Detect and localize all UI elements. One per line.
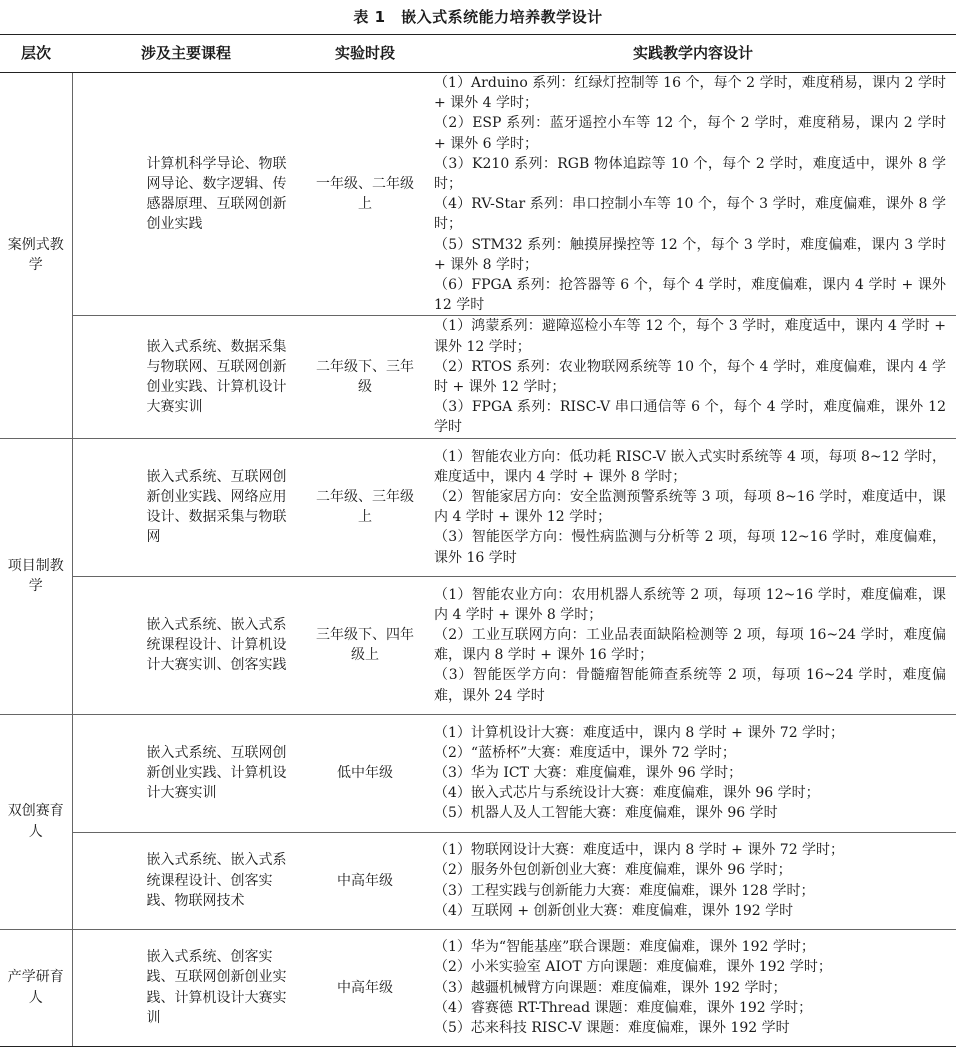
- content-item: （2）小米实验室 AIOT 方向课题：难度偏难，课外 192 学时；: [434, 959, 832, 976]
- content-item: （5）STM32 系列：触摸屏操控等 12 个，每个 3 学时，难度偏难，课内 3 学时 + 课外 8 学时；: [434, 236, 946, 273]
- period-cell: 二年级、三年级上: [300, 438, 430, 576]
- level-cell: 案例式教学: [0, 73, 72, 439]
- content-item: （5）芯来科技 RISC-V 课题：难度偏难，课外 192 学时: [434, 1019, 790, 1036]
- period-cell: 二年级下、三年级: [300, 316, 430, 438]
- content-cell: [430, 929, 956, 1046]
- level-cell: 双创赛育人: [0, 714, 72, 929]
- table-row: [0, 714, 956, 832]
- teaching-design-table: [0, 34, 956, 1047]
- content-cell: [430, 576, 956, 714]
- table-row: [0, 73, 956, 316]
- table-row: [0, 832, 956, 929]
- content-item: （3）FPGA 系列：RISC-V 串口通信等 6 个，每个 4 学时，难度偏难，课外 12 学时: [434, 399, 946, 436]
- header-period: 实验时段: [300, 35, 430, 73]
- period-cell: 低中年级: [300, 714, 430, 832]
- courses-cell: 计算机科学导论、物联网导论、数字逻辑、传感器原理、互联网创新创业实践: [72, 73, 300, 316]
- content-item: （3）工程实践与创新能力大赛：难度偏难，课外 128 学时；: [434, 882, 815, 899]
- header-row: [0, 35, 956, 73]
- period-cell: 三年级下、四年级上: [300, 576, 430, 714]
- table-row: [0, 438, 956, 576]
- content-item: （3）智能医学方向：慢性病监测与分析等 2 项，每项 12~16 学时，难度偏难，课外 16 学时: [434, 529, 946, 566]
- content-item: （1）Arduino 系列：红绿灯控制等 16 个，每个 2 学时，难度稍易，课内 2 学时 + 课外 4 学时；: [434, 75, 946, 112]
- content-item: （1）华为“智能基座”联合课题：难度偏难，课外 192 学时；: [434, 939, 815, 956]
- content-item: （2）RTOS 系列：农业物联网系统等 10 个，每个 4 学时，难度偏难，课内 4 学时 + 课外 12 学时；: [434, 358, 946, 396]
- header-content: 实践教学内容设计: [430, 35, 956, 73]
- content-item: （2）ESP 系列：蓝牙遥控小车等 12 个，每个 2 学时，难度稍易，课内 2 学时 + 课外 6 学时；: [434, 115, 946, 152]
- content-item: （2）智能家居方向：安全监测预警系统等 3 项，每项 8~16 学时，难度适中，课内 4 学时 + 课外 12 学时；: [434, 488, 946, 526]
- content-item: （1）智能农业方向：农用机器人系统等 2 项，每项 12~16 学时，难度偏难，课内 4 学时 + 课外 8 学时；: [434, 586, 946, 623]
- period-cell: 中高年级: [300, 832, 430, 929]
- content-item: （3）华为 ICT 大赛：难度偏难，课外 96 学时；: [434, 765, 743, 782]
- content-item: （2）工业互联网方向：工业品表面缺陷检测等 2 项，每项 16~24 学时，难度偏难，课内 8 学时 + 课外 16 学时；: [434, 626, 946, 664]
- header-level: 层次: [0, 35, 72, 73]
- header-courses: 涉及主要课程: [72, 35, 300, 73]
- content-item: （3）越疆机械臂方向课题：难度偏难，课外 192 学时；: [434, 979, 787, 996]
- period-cell: 中高年级: [300, 929, 430, 1046]
- courses-cell: 嵌入式系统、数据采集与物联网、互联网创新创业实践、计算机设计大赛实训: [72, 316, 300, 438]
- content-item: （1）智能农业方向：低功耗 RISC-V 嵌入式实时系统等 4 项，每项 8~12 学时，难度适中，课内 4 学时 + 课外 8 学时；: [434, 448, 946, 485]
- content-item: （3）智能医学方向：骨髓瘤智能筛查系统等 2 项，每项 16~24 学时，难度偏难，课外 24 学时: [434, 667, 946, 704]
- content-item: （1）计算机设计大赛：难度适中，课内 8 学时 + 课外 72 学时；: [434, 724, 845, 741]
- content-cell: [430, 73, 956, 316]
- content-item: （3）K210 系列：RGB 物体追踪等 10 个，每个 2 学时，难度适中，课外 8 学时；: [434, 155, 946, 193]
- content-item: （1）鸿蒙系列：避障巡检小车等 12 个，每个 3 学时，难度适中，课内 4 学时 + 课外 12 学时；: [434, 318, 946, 355]
- content-item: （6）FPGA 系列：抢答器等 6 个，每个 4 学时，难度偏难，课内 4 学时 + 课外 12 学时: [434, 277, 946, 314]
- level-cell: 产学研育人: [0, 929, 72, 1046]
- content-cell: [430, 832, 956, 929]
- courses-cell: 嵌入式系统、互联网创新创业实践、网络应用设计、数据采集与物联网: [72, 438, 300, 576]
- level-cell: 项目制教学: [0, 438, 72, 714]
- courses-cell: 嵌入式系统、嵌入式系统课程设计、创客实践、物联网技术: [72, 832, 300, 929]
- courses-cell: 嵌入式系统、互联网创新创业实践、计算机设计大赛实训: [72, 714, 300, 832]
- content-item: （2）“蓝桥杯”大赛：难度适中，课外 72 学时；: [434, 744, 736, 761]
- content-cell: [430, 438, 956, 576]
- content-cell: [430, 714, 956, 832]
- content-item: （4）RV-Star 系列：串口控制小车等 10 个，每个 3 学时，难度偏难，课外 8 学时；: [434, 196, 946, 233]
- period-cell: 一年级、二年级上: [300, 73, 430, 316]
- table-caption: 表 1 嵌入式系统能力培养教学设计: [353, 8, 603, 26]
- content-item: （1）物联网设计大赛：难度适中，课内 8 学时 + 课外 72 学时；: [434, 842, 845, 859]
- courses-cell: 嵌入式系统、嵌入式系统课程设计、计算机设计大赛实训、创客实践: [72, 576, 300, 714]
- content-cell: [430, 316, 956, 438]
- table-row: [0, 929, 956, 1046]
- table-row: [0, 316, 956, 438]
- content-item: （4）互联网 + 创新创业大赛：难度偏难，课外 192 学时: [434, 902, 794, 919]
- content-item: （5）机器人及人工智能大赛：难度偏难，课外 96 学时: [434, 805, 778, 822]
- content-item: （2）服务外包创新创业大赛：难度偏难，课外 96 学时；: [434, 862, 792, 879]
- content-item: （4）睿赛德 RT-Thread 课题：难度偏难，课外 192 学时；: [434, 999, 813, 1016]
- content-item: （4）嵌入式芯片与系统设计大赛：难度偏难，课外 96 学时；: [434, 785, 820, 802]
- courses-cell: 嵌入式系统、创客实践、互联网创新创业实践、计算机设计大赛实训: [72, 929, 300, 1046]
- table-row: [0, 576, 956, 714]
